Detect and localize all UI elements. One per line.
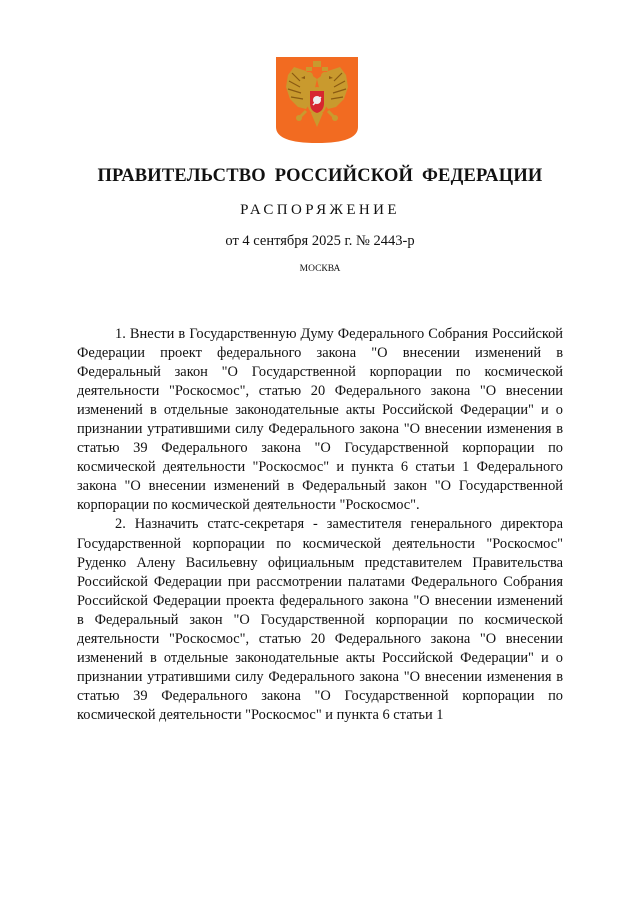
coat-of-arms-icon [276,57,358,143]
paragraph-2: 2. Назначить статс-секретаря - заместителя генерального директора Государственной корпорации по космической деятельности "Роскосмос" Руденко Алену Васильевну официальным представителем Правительства Российской Федерации при рассмотрении палатами Федерального Собрания Российской Федерации проекта федерального закона "О внесении изменений в Федеральный закон "О Государственной корпорации по космической деятельности "Роскосмос", статью 20 Федерального закона "О внесении изменений в отдельные законодательные акты Российской Федерации" и о признании утратившими силу Федерального закона "О внесении изменения в статью 39 Федерального закона "О Государственной корпорации по космической деятельности "Роскосмос" и пункта 6 статьи 1 [77,516,563,723]
document-body [77,325,563,725]
document-type: РАСПОРЯЖЕНИЕ [240,202,400,218]
government-title: ПРАВИТЕЛЬСТВО РОССИЙСКОЙ ФЕДЕРАЦИИ [97,166,543,186]
document-city: МОСКВА [299,264,341,274]
document-date-number: от 4 сентября 2025 г. № 2443-р [225,233,415,249]
paragraph-1: 1. Внести в Государственную Думу Федерального Собрания Российской Федерации проект федерального закона "О внесении изменений в Федеральный закон "О Государственной корпорации по космической деятельности "Роскосмос", статью 20 Федерального закона "О внесении изменений в отдельные законодательные акты Российской Федерации" и о признании утратившими силу Федерального закона "О внесении изменения в статью 39 Федерального закона "О Государственной корпорации по космической деятельности "Роскосмос" и пункта 6 статьи 1 Федерального закона "О внесении изменений в Федеральный закон "О Государственной корпорации по космической деятельности "Роскосмос". [77,326,563,514]
